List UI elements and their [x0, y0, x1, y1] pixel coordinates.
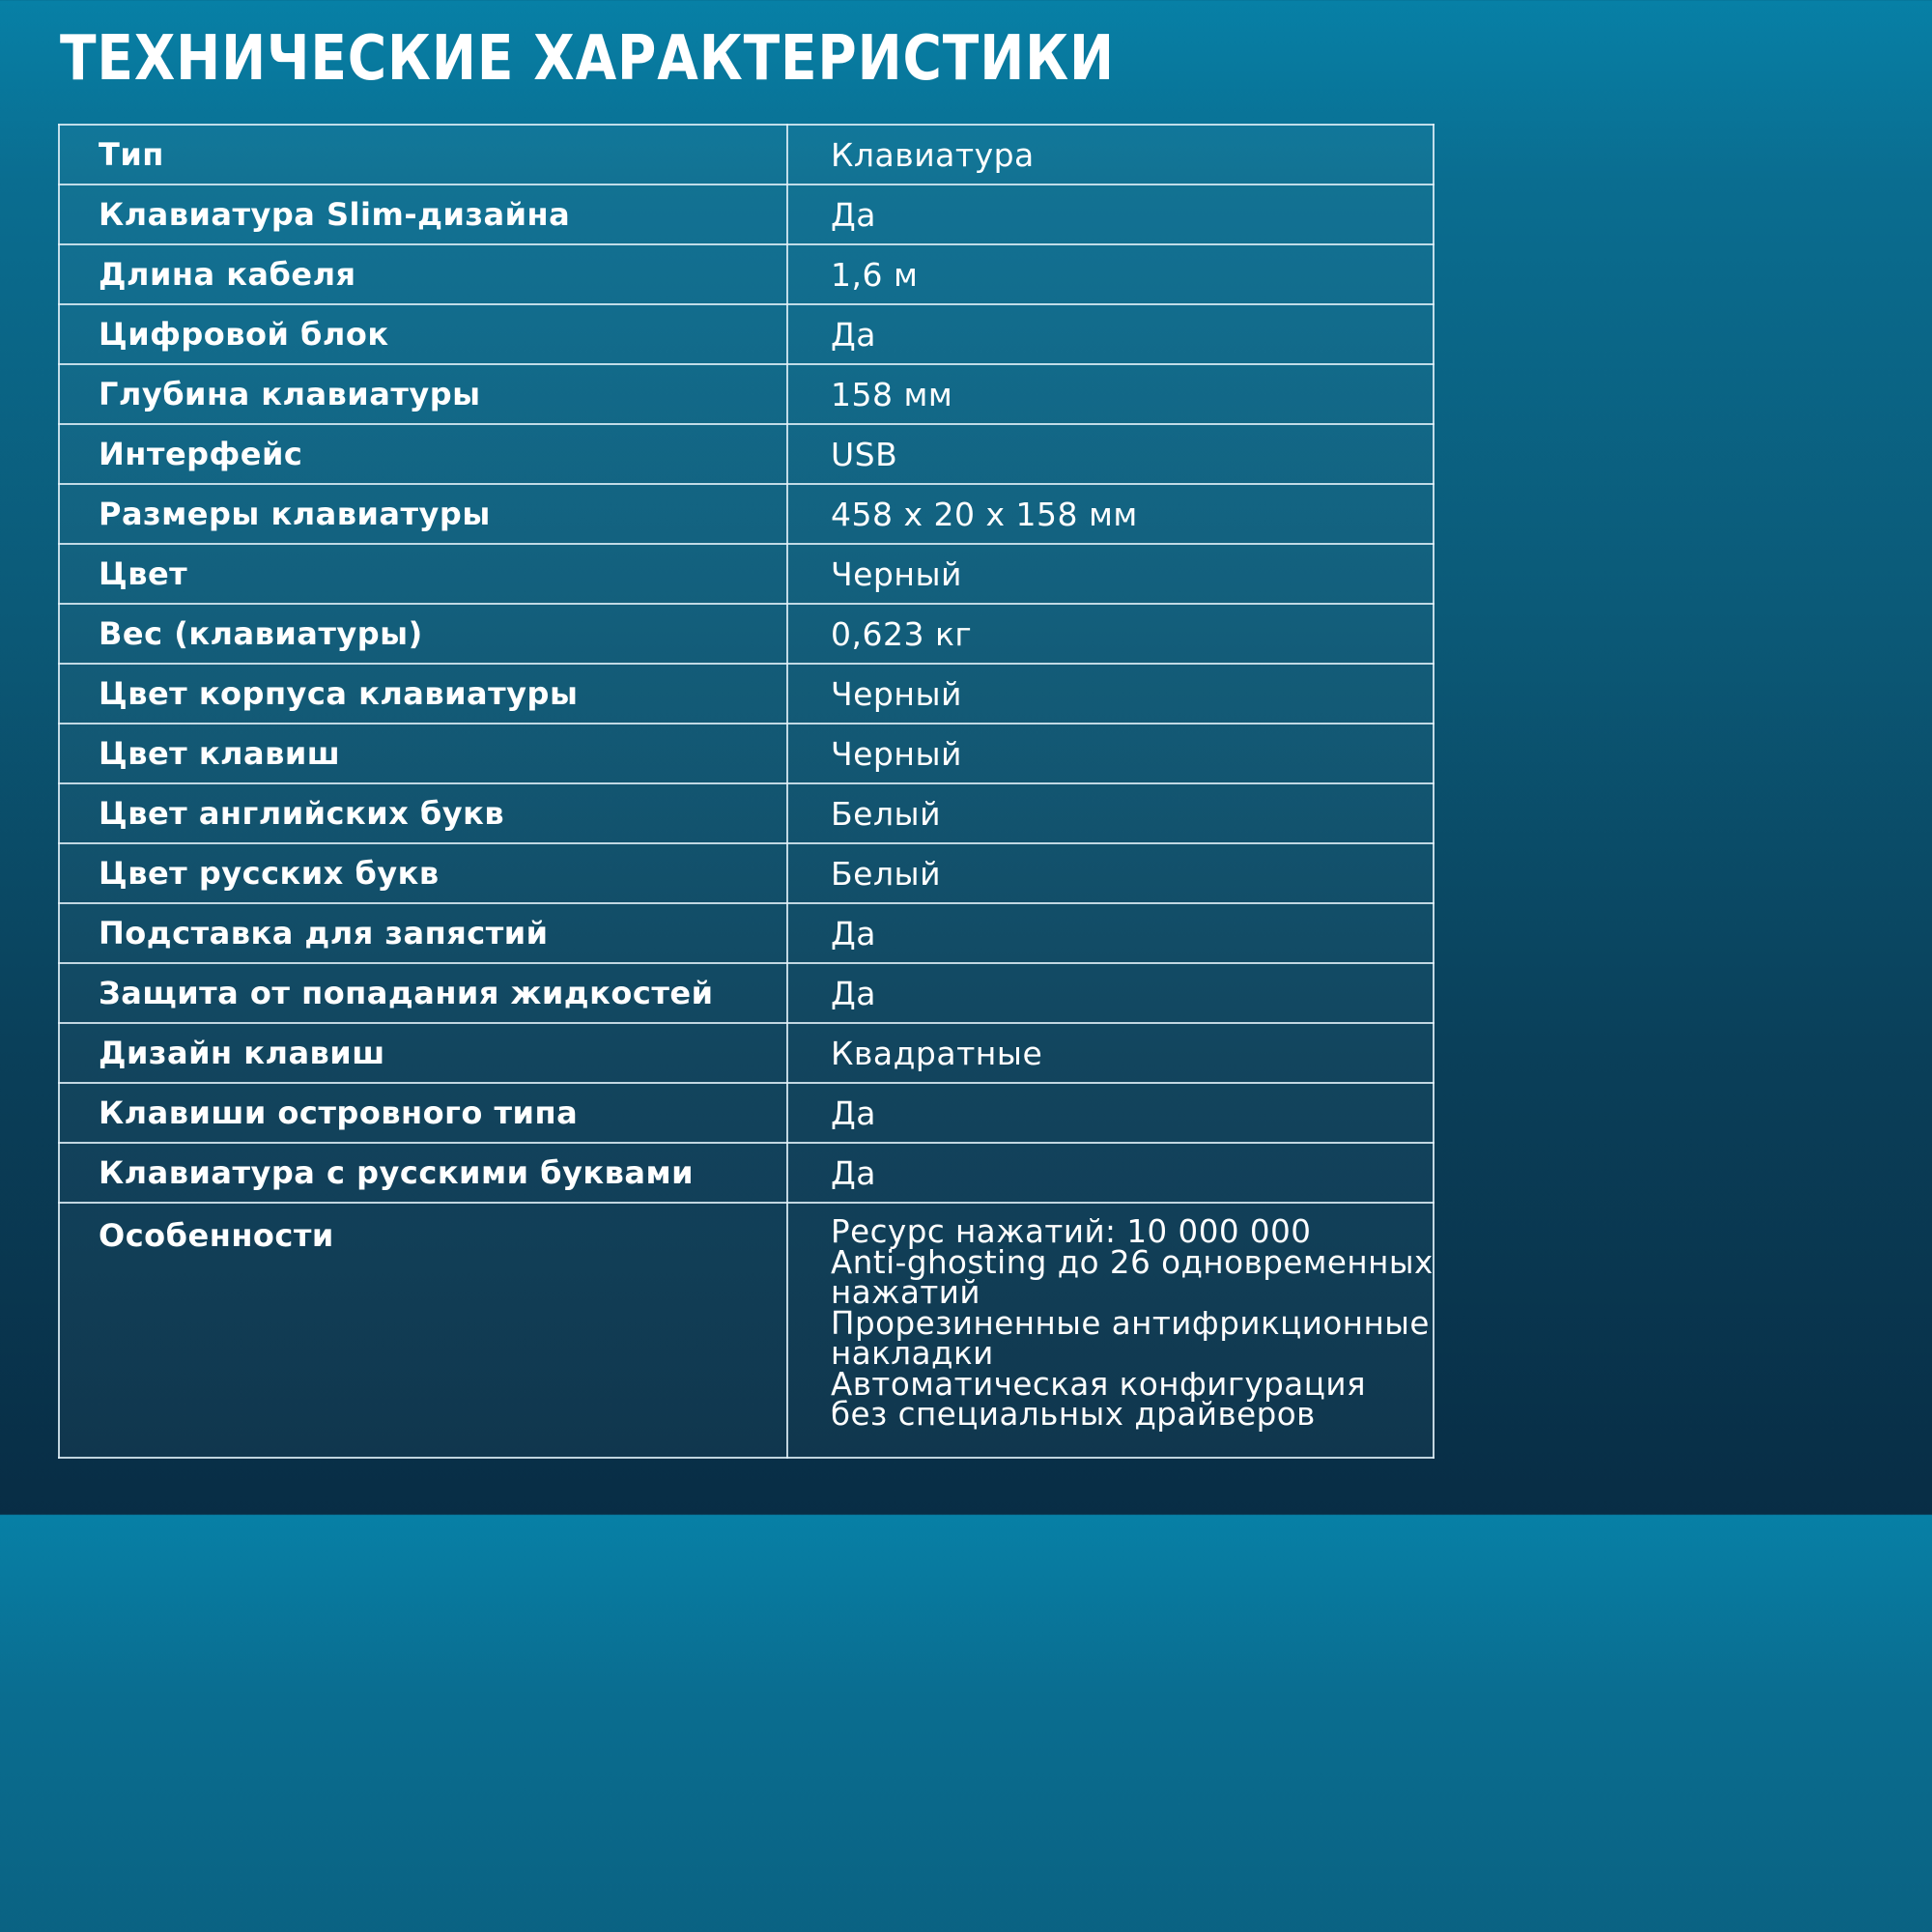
spec-row-slim: [59, 185, 1434, 244]
spec-value: Да: [787, 304, 1434, 364]
spec-row-key-color: [59, 724, 1434, 783]
spec-key: Особенности: [59, 1203, 787, 1458]
spec-row-interface: [59, 424, 1434, 484]
spec-key: Вес (клавиатуры): [59, 604, 787, 664]
spec-key: Тип: [59, 125, 787, 185]
features-list: [787, 1203, 1434, 1458]
spec-row-numpad: [59, 304, 1434, 364]
spec-value: Да: [787, 1143, 1434, 1203]
spec-row-spill-protection: [59, 963, 1434, 1023]
spec-value: Клавиатура: [787, 125, 1434, 185]
spec-row-features: [59, 1203, 1434, 1458]
spec-key: Глубина клавиатуры: [59, 364, 787, 424]
spec-value: Черный: [787, 544, 1434, 604]
spec-row-color: [59, 544, 1434, 604]
spec-row-key-design: [59, 1023, 1434, 1083]
spec-key: Размеры клавиатуры: [59, 484, 787, 544]
spec-row-cable-length: [59, 244, 1434, 304]
spec-key: Защита от попадания жидкостей: [59, 963, 787, 1023]
spec-value: Черный: [787, 664, 1434, 724]
spec-value: Да: [787, 903, 1434, 963]
feature-line: нажатий: [831, 1274, 981, 1311]
feature-line: Автоматическая конфигурация: [831, 1365, 1367, 1403]
spec-key: Клавиатура Slim-дизайна: [59, 185, 787, 244]
spec-value: Да: [787, 185, 1434, 244]
spec-value: Квадратные: [787, 1023, 1434, 1083]
spec-key: Цвет корпуса клавиатуры: [59, 664, 787, 724]
spec-key: Клавиши островного типа: [59, 1083, 787, 1143]
spec-row-english-letters: [59, 783, 1434, 843]
spec-row-russian-letters: [59, 843, 1434, 903]
spec-key: Подставка для запястий: [59, 903, 787, 963]
spec-key: Цифровой блок: [59, 304, 787, 364]
spec-value: Да: [787, 963, 1434, 1023]
spec-value: Белый: [787, 843, 1434, 903]
spec-key: Длина кабеля: [59, 244, 787, 304]
spec-value: 158 мм: [787, 364, 1434, 424]
spec-key: Дизайн клавиш: [59, 1023, 787, 1083]
spec-row-weight: [59, 604, 1434, 664]
spec-row-wrist-rest: [59, 903, 1434, 963]
spec-value: 458 x 20 x 158 мм: [787, 484, 1434, 544]
spec-value: USB: [787, 424, 1434, 484]
spec-row-type: [59, 125, 1434, 185]
spec-key: Цвет клавиш: [59, 724, 787, 783]
specs-table: [58, 124, 1435, 1459]
spec-key: Цвет: [59, 544, 787, 604]
feature-line: Anti-ghosting до 26 одновременных: [831, 1243, 1434, 1281]
spec-value: Да: [787, 1083, 1434, 1143]
spec-value: 0,623 кг: [787, 604, 1434, 664]
spec-value: Белый: [787, 783, 1434, 843]
page-title: ТЕХНИЧЕСКИЕ ХАРАКТЕРИСТИКИ: [60, 23, 1115, 95]
feature-line: без специальных драйверов: [831, 1396, 1316, 1433]
feature-line: Ресурс нажатий: 10 000 000: [831, 1213, 1312, 1250]
spec-row-body-color: [59, 664, 1434, 724]
spec-row-dimensions: [59, 484, 1434, 544]
spec-key: Цвет английских букв: [59, 783, 787, 843]
spec-key: Цвет русских букв: [59, 843, 787, 903]
spec-row-island-keys: [59, 1083, 1434, 1143]
spec-key: Клавиатура с русскими буквами: [59, 1143, 787, 1203]
feature-line: накладки: [831, 1335, 994, 1372]
spec-row-depth: [59, 364, 1434, 424]
spec-row-russian-layout: [59, 1143, 1434, 1203]
spec-key: Интерфейс: [59, 424, 787, 484]
spec-value: Черный: [787, 724, 1434, 783]
feature-line: Прорезиненные антифрикционные: [831, 1304, 1430, 1342]
spec-value: 1,6 м: [787, 244, 1434, 304]
